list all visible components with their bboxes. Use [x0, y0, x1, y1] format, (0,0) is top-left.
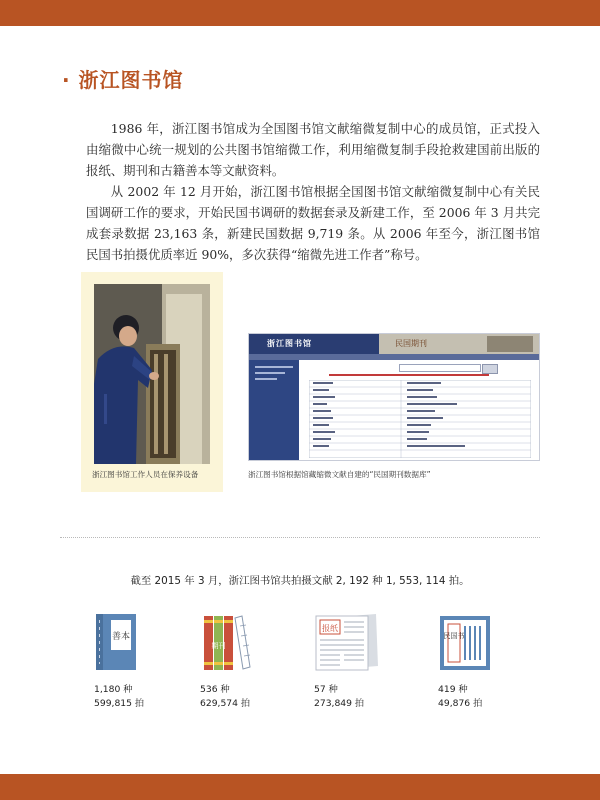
republican-book-icon: [438, 614, 492, 676]
section-title: · 浙江图书馆: [62, 68, 184, 92]
rare-book-icon: [94, 612, 138, 676]
stat-kinds: 57 种: [314, 684, 338, 695]
top-color-band: [0, 0, 600, 26]
paragraph: 从 2002 年 12 月开始，浙江图书馆根据全国图书馆文献缩微复制中心有关民国调研工作的要求，开始民国书调研的数据套录及新建工作，至 2006 年 3 月共完成套录数据 23,163 条，新建民国数据 9,719 条。从 2006 年至今，浙江图书馆民国书拍摄优质率近 90%，多次获得“缩微先进工作者”称号。: [86, 184, 540, 262]
newspaper-icon-label: 报纸: [322, 624, 338, 633]
stat-periodicals: [200, 683, 250, 711]
site-record-table: [309, 380, 531, 458]
stat-frames: 49,876 拍: [438, 698, 483, 709]
database-website-screenshot: [248, 333, 540, 461]
site-header: [249, 334, 539, 354]
newspaper-icon: [314, 612, 380, 678]
dotted-divider: [60, 537, 540, 538]
stat-newspapers: [314, 683, 364, 711]
body-text: [86, 118, 540, 265]
stat-frames: 599,815 拍: [94, 698, 145, 709]
summary-text: 截至 2015 年 3 月，浙江图书馆共拍摄文献 2, 192 种 1, 553, 114 拍。: [130, 575, 470, 587]
paragraph: 1986 年，浙江图书馆成为全国图书馆文献缩微复制中心的成员馆，正式投入由缩微中心统一规划的公共图书馆缩微工作，利用缩微复制手段抢救建国前出版的报纸、期刊和古籍善本等文献资料。: [86, 121, 540, 178]
stat-frames: 629,574 拍: [200, 698, 251, 709]
stat-frames: 273,849 拍: [314, 698, 365, 709]
periodicals-icon: [202, 612, 252, 676]
rare-book-icon-label: 善本: [111, 632, 131, 642]
website-caption: 浙江图书馆根据馆藏缩微文献自建的“民国期刊数据库”: [248, 470, 431, 479]
site-search-button: [482, 364, 498, 374]
site-logo: 浙江图书馆: [267, 339, 312, 348]
stat-kinds: 1,180 种: [94, 684, 133, 695]
photo-frame: [81, 272, 223, 492]
site-search-box: [399, 364, 481, 372]
bottom-color-band: [0, 774, 600, 800]
photo-caption: 浙江图书馆工作人员在保养设备: [92, 470, 199, 479]
stat-kinds: 536 种: [200, 684, 230, 695]
stat-republican-books: [438, 683, 482, 711]
site-sidebar: [249, 360, 299, 460]
republican-book-icon-label: 民国书: [443, 632, 465, 640]
stat-rare-books: [94, 683, 144, 711]
staff-maintaining-equipment-photo: [94, 284, 210, 464]
stat-kinds: 419 种: [438, 684, 468, 695]
site-banner: 民国期刊: [379, 334, 539, 354]
periodicals-icon-label: 期刊: [211, 642, 226, 650]
